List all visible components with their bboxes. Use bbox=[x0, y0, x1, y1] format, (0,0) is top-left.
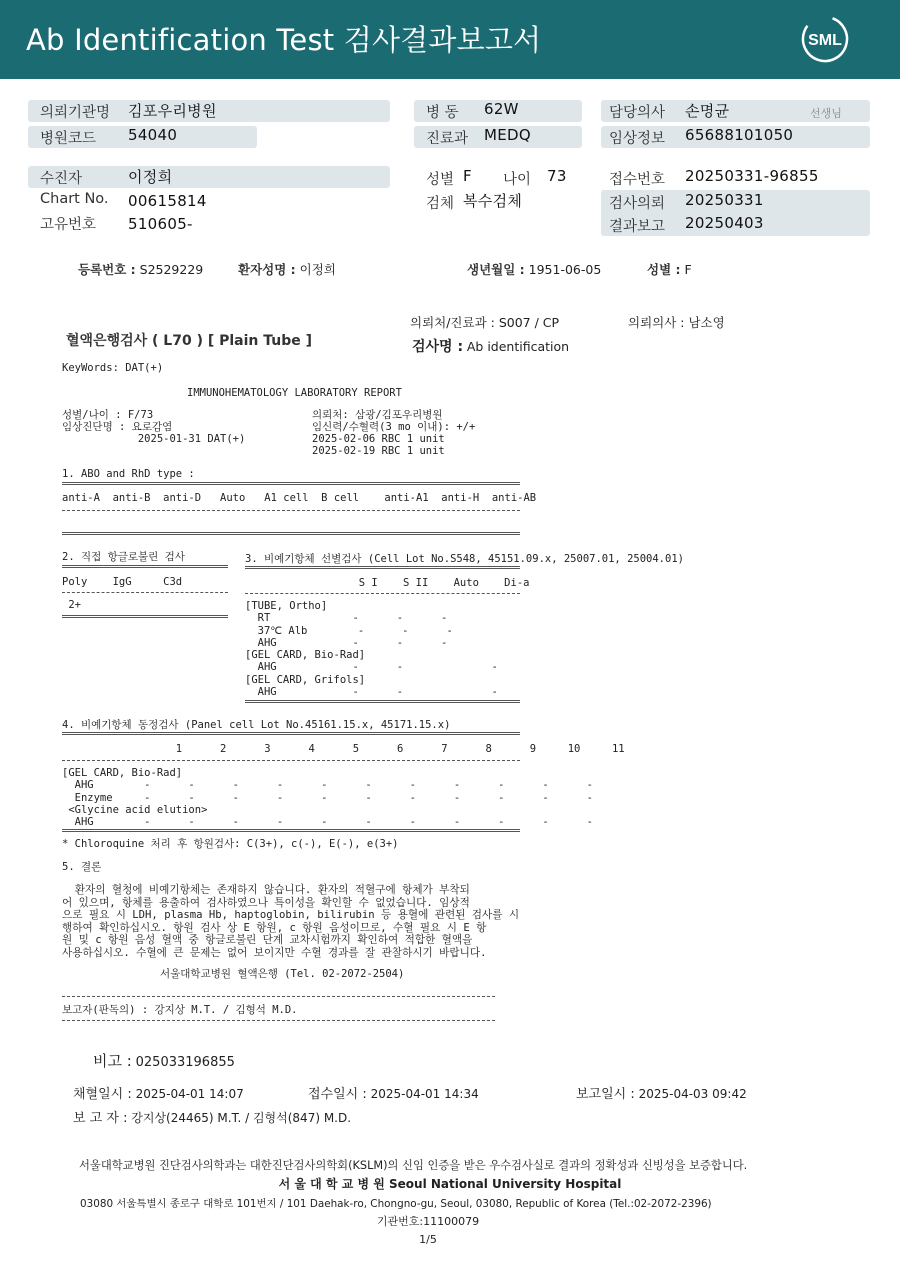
ward-label: 병 동 bbox=[426, 105, 459, 121]
test-name-line bbox=[412, 336, 569, 356]
s1-title: 1. ABO and RhD type : bbox=[62, 468, 195, 480]
s3-columns: S I S II Auto Di-a bbox=[245, 577, 530, 589]
doctor-value: 손명균 bbox=[685, 102, 730, 120]
pb-sex-label: 성별 : bbox=[647, 262, 681, 277]
result-report-value: 20250403 bbox=[685, 214, 764, 232]
age-label: 나이 bbox=[503, 172, 532, 188]
ward-value: 62W bbox=[484, 100, 519, 118]
divider bbox=[245, 700, 520, 703]
patient-value: 이정희 bbox=[128, 168, 173, 186]
result-report-label: 결과보고 bbox=[609, 219, 666, 235]
test-name-label: 검사명 : bbox=[412, 339, 464, 355]
lab-report-title: IMMUNOHEMATOLOGY LABORATORY REPORT bbox=[187, 387, 402, 399]
code-value: 54040 bbox=[128, 126, 178, 144]
doctor-suffix: 선생님 bbox=[810, 107, 842, 120]
patient-label: 수진자 bbox=[40, 171, 83, 187]
patient-dob bbox=[467, 260, 601, 278]
clinical-label: 임상정보 bbox=[609, 131, 666, 147]
patient-row-bg bbox=[28, 166, 390, 188]
keywords: KeyWords: DAT(+) bbox=[62, 362, 164, 374]
institution-number: 기관번호:11100079 bbox=[376, 1215, 480, 1228]
req-doctor-label: 의뢰의사 : bbox=[628, 315, 685, 330]
name-value: 이정희 bbox=[299, 262, 336, 277]
s2-title: 2. 직접 항글로불린 검사 bbox=[62, 551, 185, 563]
reported-value: 2025-04-03 09:42 bbox=[638, 1087, 747, 1101]
sml-logo-icon bbox=[800, 14, 850, 64]
reg-value: S2529229 bbox=[139, 262, 204, 277]
received-value: 2025-04-01 14:34 bbox=[370, 1087, 479, 1101]
report-dat-date: 2025-01-31 DAT(+) bbox=[62, 433, 246, 445]
req-doctor-line bbox=[628, 313, 725, 331]
reported-label: 보고일시 : bbox=[576, 1087, 635, 1102]
footer-reporter-line bbox=[73, 1107, 351, 1126]
s4-columns: 1 2 3 4 5 6 7 8 9 10 11 bbox=[62, 743, 625, 755]
hospital-label: 의뢰기관명 bbox=[40, 105, 111, 121]
dept-value: MEDQ bbox=[484, 126, 531, 144]
logo-text: SML bbox=[808, 32, 842, 49]
s4-rows: [GEL CARD, Bio-Rad] AHG - - - - - - - - - - - Enzyme - - - - - - - - - - - <Glycine acid elution> AHG - - - - - - - - - - - bbox=[62, 767, 594, 829]
reported-line bbox=[576, 1083, 747, 1102]
divider bbox=[62, 829, 520, 832]
chart-value: 00615814 bbox=[128, 192, 207, 210]
s2-values: 2+ bbox=[62, 599, 81, 611]
specimen-value: 복수검체 bbox=[463, 192, 523, 210]
reg-label: 등록번호 : bbox=[78, 262, 136, 277]
sex-label: 성별 bbox=[426, 172, 455, 188]
s4-title: 4. 비예기항체 동정검사 (Panel cell Lot No.45161.15.x, 45171.15.x) bbox=[62, 719, 451, 731]
test-request-label: 검사의뢰 bbox=[609, 196, 666, 212]
patient-sex bbox=[647, 260, 692, 278]
divider bbox=[62, 532, 520, 535]
s3-title: 3. 비예기항체 선별검사 (Cell Lot No.S548, 45151.09.x, 25007.01, 25004.01) bbox=[245, 553, 684, 565]
blood-bank-line: 서울대학교병원 혈액은행 (Tel. 02-2072-2504) bbox=[160, 968, 405, 980]
page-number: 1/5 bbox=[419, 1233, 437, 1246]
reg-number bbox=[78, 260, 203, 278]
sex-value: F bbox=[463, 167, 472, 185]
unique-value: 510605- bbox=[128, 215, 193, 233]
age-value: 73 bbox=[547, 167, 567, 185]
test-request-value: 20250331 bbox=[685, 191, 764, 209]
receipt-value: 20250331-96855 bbox=[685, 167, 819, 185]
report-title: Ab Identification Test 검사결과보고서 bbox=[26, 23, 542, 57]
code-label: 병원코드 bbox=[40, 131, 97, 147]
report-tx2: 2025-02-19 RBC 1 unit bbox=[312, 445, 445, 457]
divider bbox=[62, 615, 228, 618]
origin-value: S007 / CP bbox=[498, 315, 560, 330]
report-origin: 의뢰처: 삼광/김포우리병원 bbox=[312, 409, 443, 421]
dob-label: 생년월일 : bbox=[467, 262, 525, 277]
name-label: 환자성명 : bbox=[238, 262, 296, 277]
doctor-label: 담당의사 bbox=[609, 105, 666, 121]
s1-columns: anti-A anti-B anti-D Auto A1 cell B cell anti-A1 anti-H anti-AB bbox=[62, 492, 537, 504]
report-reporter: 보고자(판독의) : 강지상 M.T. / 김형석 M.D. bbox=[62, 1004, 298, 1016]
divider bbox=[62, 996, 495, 997]
divider bbox=[245, 593, 520, 594]
dob-value: 1951-06-05 bbox=[528, 262, 602, 277]
report-sexage: 성별/나이 : F/73 bbox=[62, 409, 154, 421]
conclusion-text: 환자의 혈청에 비예기항체는 존재하지 않습니다. 환자의 적혈구에 항체가 부착되 어 있으며, 항체를 용출하여 검사하였으나 특이성을 확인할 수 없었습니다. 임상적 으로 필요 시 LDH, plasma Hb, haptoglobin, bilirubin 등 용혈에 관련된 검사를 시 행하여 확인하십시오. 항원 검사 상 E 항원, c 항원 음성이므로, 수혈 필요 시 E 항 원 및 c 항원 음성 혈액 중 항글로불린 단계 교차시험까지 확인하여 적합한 혈액을 사용하십시오. 수혈에 큰 문제는 없어 보이지만 수혈 경과를 잘 관찰하시기 바랍니다. bbox=[62, 884, 520, 959]
hospital-address: 03080 서울특별시 종로구 대학로 101번지 / 101 Daehak-ro, Chongno-gu, Seoul, 03080, Republic of Korea (Tel.:02-2072-2396) bbox=[80, 1198, 712, 1210]
received-label: 접수일시 : bbox=[308, 1087, 367, 1102]
specimen-label: 검체 bbox=[426, 196, 455, 212]
received-line bbox=[308, 1083, 479, 1102]
certification-text: 서울대학교병원 진단검사의학과는 대한진단검사의학회(KSLM)의 신임 인증을 받은 우수검사실로 결과의 정확성과 신빙성을 보증합니다. bbox=[79, 1159, 748, 1172]
remark-value: 025033196855 bbox=[135, 1055, 235, 1070]
test-name-value: Ab identification bbox=[466, 339, 570, 354]
s2-columns: Poly IgG C3d bbox=[62, 576, 183, 588]
origin-label: 의뢰처/진료과 : bbox=[410, 315, 495, 330]
patient-name bbox=[238, 260, 336, 278]
divider bbox=[62, 760, 520, 761]
divider bbox=[62, 1020, 495, 1021]
divider bbox=[62, 732, 520, 735]
collected-line bbox=[73, 1083, 244, 1102]
hospital-name: 서 울 대 학 교 병 원 Seoul National University Hospital bbox=[278, 1177, 622, 1191]
divider bbox=[62, 482, 520, 485]
pb-sex-value: F bbox=[684, 262, 692, 277]
divider bbox=[245, 566, 520, 569]
chart-label: Chart No. bbox=[40, 191, 109, 207]
clinical-value: 65688101050 bbox=[685, 126, 794, 144]
section-title: 혈액은행검사 ( L70 ) [ Plain Tube ] bbox=[66, 333, 313, 349]
report-diagnosis: 임상진단명 : 요로감염 bbox=[62, 421, 173, 433]
s5-title: 5. 결론 bbox=[62, 861, 102, 873]
divider bbox=[62, 565, 228, 568]
header-bar bbox=[0, 0, 900, 79]
footer-reporter-label: 보 고 자 : bbox=[73, 1111, 128, 1126]
report-tx1: 2025-02-06 RBC 1 unit bbox=[312, 433, 445, 445]
collected-value: 2025-04-01 14:07 bbox=[135, 1087, 244, 1101]
divider bbox=[62, 510, 520, 511]
dept-label: 진료과 bbox=[426, 131, 469, 147]
unique-label: 고유번호 bbox=[40, 217, 97, 233]
remark-label: 비고 : bbox=[93, 1052, 132, 1070]
divider bbox=[62, 592, 228, 593]
remark-line bbox=[93, 1050, 235, 1071]
hospital-value: 김포우리병원 bbox=[128, 102, 217, 120]
s3-rows: [TUBE, Ortho] RT - - - 37℃ Alb - - - AHG - - - [GEL CARD, Bio-Rad] AHG - - - [GEL CARD, Grifols] AHG - - - bbox=[245, 600, 498, 699]
origin-line bbox=[410, 313, 559, 331]
receipt-label: 접수번호 bbox=[609, 172, 666, 188]
collected-label: 채혈일시 : bbox=[73, 1087, 132, 1102]
report-pregnancy: 임신력/수혈력(3 mo 이내): +/+ bbox=[312, 421, 476, 433]
footer-reporter-value: 강지상(24465) M.T. / 김형석(847) M.D. bbox=[131, 1111, 352, 1125]
chloroquine-note: * Chloroquine 처리 후 항원검사: C(3+), c(-), E(-), e(3+) bbox=[62, 838, 399, 850]
req-doctor-value: 남소영 bbox=[688, 315, 725, 330]
